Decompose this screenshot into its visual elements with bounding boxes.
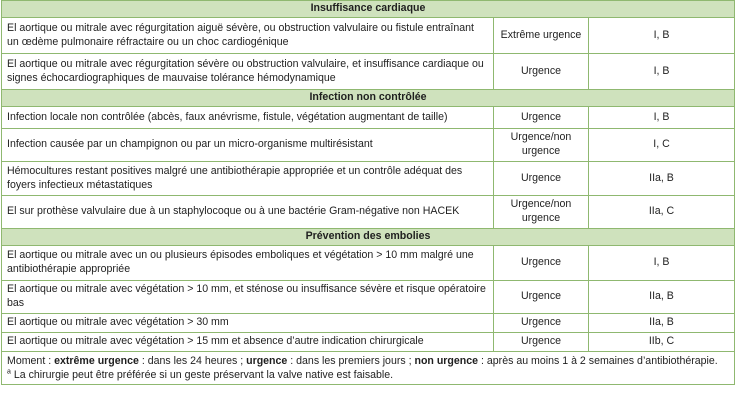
row-timing: Urgence	[494, 314, 589, 333]
row-timing: Urgence	[494, 162, 589, 196]
legend-def-nonurgent: : après au moins 1 à 2 semaines d’antibiothérapie.	[478, 355, 718, 367]
table-row	[2, 18, 735, 54]
row-description: El aortique ou mitrale avec végétation > 10 mm, et sténose ou insuffisance sévère et risque opératoire bas	[2, 281, 494, 314]
timing-legend	[7, 355, 729, 369]
table-row	[2, 129, 735, 162]
row-class-level: IIa, B	[589, 162, 735, 196]
row-class-level: I, C	[589, 129, 735, 162]
legend-def-extreme: : dans les 24 heures ;	[138, 355, 247, 367]
table-row	[2, 196, 735, 229]
legend-prefix: Moment :	[7, 355, 55, 367]
table-row	[2, 162, 735, 196]
row-class-level: I, B	[589, 246, 735, 281]
row-class-level: IIa, C	[589, 196, 735, 229]
table-row	[2, 314, 735, 333]
section-title: Prévention des embolies	[2, 229, 735, 246]
section-title: Infection non contrôlée	[2, 90, 735, 107]
legend-def-urgent: : dans les premiers jours ;	[287, 355, 415, 367]
table-row	[2, 333, 735, 352]
row-timing: Urgence	[494, 333, 589, 352]
section-header-row	[2, 1, 735, 18]
row-timing: Urgence	[494, 107, 589, 129]
surgery-indications-table	[1, 0, 735, 385]
row-description: El aortique ou mitrale avec régurgitation sévère ou obstruction valvulaire, et insuffisance cardiaque ou signes échocardiographiques de mauvaise tolérance hémodynamique	[2, 54, 494, 90]
row-description: El aortique ou mitrale avec régurgitation aiguë sévère, ou obstruction valvulaire ou fistule entraînant un œdème pulmonaire réfractaire ou un choc cardiogénique	[2, 18, 494, 54]
footnote	[7, 369, 729, 383]
section-title: Insuffisance cardiaque	[2, 1, 735, 18]
row-description: Hémocultures restant positives malgré une antibiothérapie appropriée et un contrôle adéquat des foyers infectieux métastatiques	[2, 162, 494, 196]
row-timing: Urgence	[494, 54, 589, 90]
row-class-level: IIb, C	[589, 333, 735, 352]
footnote-marker: a	[7, 368, 11, 376]
row-timing: Urgence	[494, 246, 589, 281]
table-row	[2, 54, 735, 90]
legend-term-extreme: extrême urgence	[54, 355, 139, 367]
table-note	[2, 352, 735, 385]
row-description: Infection locale non contrôlée (abcès, faux anévrisme, fistule, végétation augmentant de taille)	[2, 107, 494, 129]
table-note-row	[2, 352, 735, 385]
table-row	[2, 281, 735, 314]
row-class-level: I, B	[589, 54, 735, 90]
row-description: El aortique ou mitrale avec végétation > 30 mm	[2, 314, 494, 333]
section-header-row	[2, 90, 735, 107]
legend-term-urgent: urgence	[246, 355, 288, 367]
row-description: Infection causée par un champignon ou par un micro-organisme multirésistant	[2, 129, 494, 162]
table-row	[2, 107, 735, 129]
row-description: El aortique ou mitrale avec végétation > 15 mm et absence d’autre indication chirurgicale	[2, 333, 494, 352]
section-header-row	[2, 229, 735, 246]
row-class-level: IIa, B	[589, 281, 735, 314]
row-class-level: I, B	[589, 18, 735, 54]
table-row	[2, 246, 735, 281]
row-description: El sur prothèse valvulaire due à un staphylocoque ou à une bactérie Gram-négative non HACEK	[2, 196, 494, 229]
legend-term-nonurgent: non urgence	[414, 355, 479, 367]
row-timing: Urgence/non urgence	[494, 129, 589, 162]
row-description: El aortique ou mitrale avec un ou plusieurs épisodes emboliques et végétation > 10 mm malgré une antibiothérapie appropriée	[2, 246, 494, 281]
row-timing: Urgence	[494, 281, 589, 314]
row-class-level: IIa, B	[589, 314, 735, 333]
row-timing: Extrême urgence	[494, 18, 589, 54]
row-timing: Urgence/non urgence	[494, 196, 589, 229]
row-class-level: I, B	[589, 107, 735, 129]
footnote-text: La chirurgie peut être préférée si un geste préservant la valve native est faisable.	[10, 368, 394, 381]
